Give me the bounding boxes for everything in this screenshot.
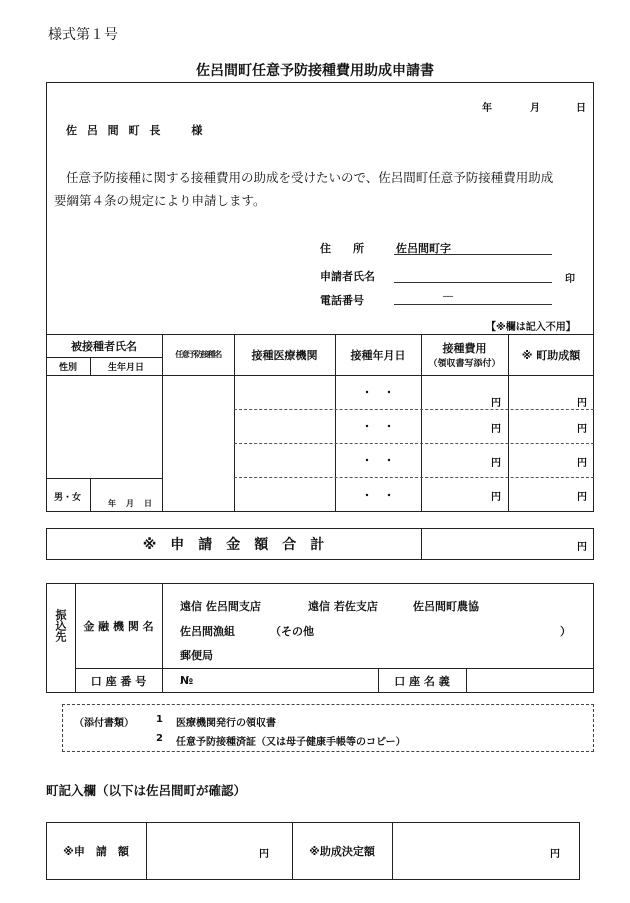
header-subsidy: ※ 町助成額 bbox=[521, 348, 581, 362]
phone-underline[interactable] bbox=[394, 304, 552, 305]
total-divider bbox=[421, 528, 422, 560]
row4-date-dots[interactable]: ・ ・ bbox=[361, 488, 395, 502]
town-section-title: 町記入欄（以下は佐呂間町が確認） bbox=[46, 783, 247, 798]
header-patient-name: 被接種者氏名 bbox=[71, 339, 137, 353]
town-decided-yen: 円 bbox=[550, 849, 560, 860]
bank-option-other-close: ） bbox=[560, 625, 571, 638]
total-label: ※ 申 請 金 額 合 計 bbox=[142, 537, 325, 553]
note-unused-fields: 【※欄は記入不用】 bbox=[486, 322, 576, 333]
attachments-label: （添付書類） bbox=[74, 718, 134, 729]
row4-subsidy-yen: 円 bbox=[577, 492, 587, 503]
address-underline bbox=[394, 254, 552, 255]
phone-label: 電話番号 bbox=[320, 294, 364, 307]
header-cost-sub: （領収書写添付） bbox=[428, 359, 501, 369]
row2-date-dots[interactable]: ・ ・ bbox=[361, 420, 395, 433]
bank-option-enshin-saroma[interactable]: 遠信 佐呂間支店 bbox=[180, 600, 261, 613]
town-divider-1 bbox=[146, 822, 147, 880]
row1-cost-yen[interactable]: 円 bbox=[491, 398, 501, 409]
header-cost: 接種費用 bbox=[442, 342, 487, 355]
header-birthdate: 生年月日 bbox=[107, 362, 144, 373]
seal-mark: 印 bbox=[565, 274, 575, 285]
account-number-field[interactable]: № bbox=[180, 674, 194, 687]
body-text-line2: 要綱第４条の規定により申請します。 bbox=[54, 193, 266, 208]
sex-options[interactable]: 男・女 bbox=[54, 493, 82, 503]
addressee: 佐 呂 間 町 長 様 bbox=[66, 124, 206, 137]
col-line-sex-bottom bbox=[90, 478, 91, 512]
attachment-2-number: 2 bbox=[156, 733, 163, 744]
address-label: 住 所 bbox=[320, 242, 364, 255]
account-number-label: 口 座 番 号 bbox=[90, 674, 147, 688]
body-text-line1: 任意予防接種に関する接種費用の助成を受けたいので、佐呂間町任意予防接種費用助成 bbox=[66, 170, 554, 185]
institution-label: 金 融 機 関 名 bbox=[83, 619, 154, 633]
bank-option-enshin-wakasa[interactable]: 遠信 若佐支店 bbox=[308, 600, 378, 613]
applicant-name-underline[interactable] bbox=[394, 282, 552, 283]
row1-subsidy-yen: 円 bbox=[577, 398, 587, 409]
form-number: 様式第１号 bbox=[48, 27, 118, 43]
row3-date-dots[interactable]: ・ ・ bbox=[361, 454, 395, 467]
transfer-destination-text: 振込先 bbox=[54, 609, 67, 642]
date-month-label: 月 bbox=[530, 103, 540, 114]
row4-cost-yen[interactable]: 円 bbox=[491, 492, 501, 503]
row3-subsidy-yen: 円 bbox=[577, 458, 587, 469]
table-sex-row-line bbox=[46, 478, 162, 479]
phone-dash: ― bbox=[443, 291, 453, 302]
date-year-label: 年 bbox=[482, 103, 492, 114]
form-title: 佐呂間町任意予防接種費用助成申請書 bbox=[196, 63, 434, 79]
town-decided-label: ※助成決定額 bbox=[309, 845, 375, 858]
header-institution: 接種医療機関 bbox=[251, 348, 318, 362]
table-header-bottom-line bbox=[46, 375, 594, 376]
row1-date-dots[interactable]: ・ ・ bbox=[361, 386, 395, 399]
town-applied-yen: 円 bbox=[259, 849, 269, 860]
birth-ymd[interactable]: 年 月 日 bbox=[108, 499, 153, 508]
applicant-name-label: 申請者氏名 bbox=[320, 270, 375, 283]
attachment-1-text: 医療機関発行の領収書 bbox=[176, 718, 276, 729]
row3-cost-yen[interactable]: 円 bbox=[491, 458, 501, 469]
bank-label-divider bbox=[162, 583, 163, 693]
header-vaccine-name: 任意予防接種名 bbox=[175, 350, 221, 359]
date-day-label: 日 bbox=[576, 103, 586, 114]
total-yen: 円 bbox=[577, 542, 587, 553]
row2-cost-yen[interactable]: 円 bbox=[491, 424, 501, 435]
account-name-field[interactable] bbox=[467, 669, 593, 692]
row2-subsidy-yen: 円 bbox=[577, 424, 587, 435]
bank-option-post-office[interactable]: 郵便局 bbox=[180, 649, 213, 662]
bank-option-other[interactable]: （その他 bbox=[270, 625, 314, 638]
header-vaccination-date: 接種年月日 bbox=[350, 348, 406, 362]
account-name-label: 口 座 名 義 bbox=[394, 674, 450, 688]
header-sex: 性別 bbox=[58, 362, 77, 373]
town-divider-3 bbox=[392, 822, 393, 880]
address-value[interactable]: 佐呂間町字 bbox=[396, 242, 451, 255]
bank-option-gyokyo[interactable]: 佐呂間漁組 bbox=[180, 625, 235, 638]
bank-option-nokyo[interactable]: 佐呂間町農協 bbox=[413, 600, 479, 613]
attachment-1-number: 1 bbox=[156, 714, 163, 725]
attachment-2-text: 任意予防接種済証（又は母子健康手帳等のコピー） bbox=[176, 737, 406, 748]
transfer-destination-label bbox=[46, 583, 75, 668]
town-applied-label: ※申 請 額 bbox=[63, 845, 129, 858]
